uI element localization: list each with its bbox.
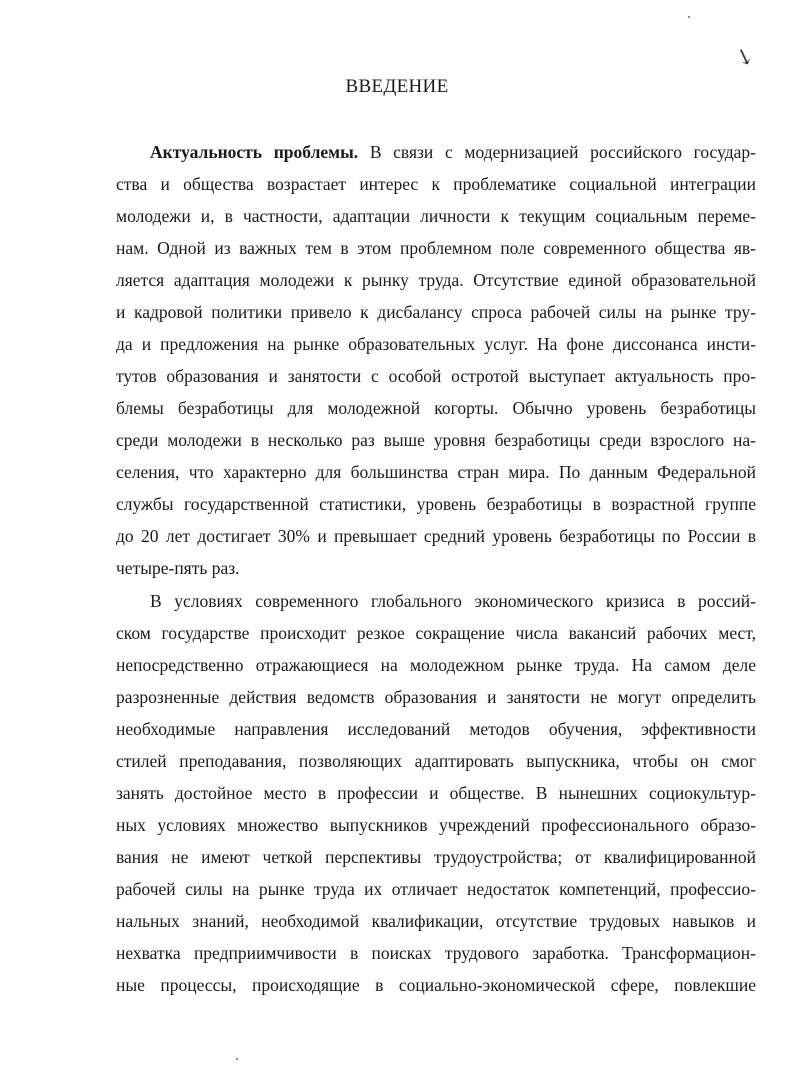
paragraph-line: молодежи и, в частности, адаптации личности к текущим социальным переме- (116, 206, 756, 226)
paragraph-line: вания не имеют четкой перспективы трудоустройства; от квалифицированной (116, 847, 756, 867)
paragraph-line: ском государстве происходит резкое сокращение числа вакансий рабочих мест, (116, 623, 756, 643)
paragraph-line: Актуальность проблемы. В связи с модернизацией российского государ- (150, 142, 756, 162)
paragraph-line: и кадровой политики привело к дисбалансу спроса рабочей силы на рынке тру- (116, 302, 756, 322)
scan-speck (688, 16, 690, 18)
lead-heading: Актуальность проблемы. (150, 142, 359, 162)
paragraph-line: блемы безработицы для молодежной когорты. Обычно уровень безработицы (116, 398, 756, 418)
paragraph-line: четыре-пять раз. (116, 558, 240, 578)
paragraph-line: до 20 лет достигает 30% и превышает средний уровень безработицы по России в (116, 526, 756, 546)
paragraph-line: рабочей силы на рынке труда их отличает недостаток компетенций, профессио- (116, 879, 756, 899)
paragraph-line: нам. Одной из важных тем в этом проблемном поле современного общества яв- (116, 238, 756, 258)
scan-speck (236, 1058, 238, 1060)
page-title: ВВЕДЕНИЕ (345, 76, 449, 97)
paragraph-line: службы государственной статистики, уровень безработицы в возрастной группе (116, 494, 756, 514)
paragraph-line: да и предложения на рынке образовательных услуг. На фоне диссонанса инсти- (116, 334, 756, 354)
corner-mark-icon: ↘ (731, 41, 758, 72)
paragraph-line: нехватка предприимчивости в поисках трудового заработка. Трансформацион- (116, 943, 756, 963)
paragraph-line: разрозненные действия ведомств образования и занятости не могут определить (116, 687, 756, 707)
paragraph-line: нальных знаний, необходимой квалификации, отсутствие трудовых навыков и (116, 911, 756, 931)
paragraph-line: тутов образования и занятости с особой остротой выступает актуальность про- (116, 366, 756, 386)
paragraph-line: селения, что характерно для большинства стран мира. По данным Федеральной (116, 462, 756, 482)
paragraph-line: непосредственно отражающиеся на молодежном рынке труда. На самом деле (116, 655, 756, 675)
paragraph-line: ляется адаптация молодежи к рынку труда. Отсутствие единой образовательной (116, 270, 756, 290)
paragraph-line: среди молодежи в несколько раз выше уровня безработицы среди взрослого на- (116, 430, 756, 450)
paragraph-line: ства и общества возрастает интерес к проблематике социальной интеграции (116, 174, 756, 194)
paragraph-line: стилей преподавания, позволяющих адаптировать выпускника, чтобы он смог (116, 751, 756, 771)
paragraph-line: ных условиях множество выпускников учреждений профессионального образо- (116, 815, 756, 835)
paragraph-line: В условиях современного глобального экономического кризиса в россий- (150, 591, 756, 611)
paragraph-line: занять достойное место в профессии и обществе. В нынешних социокультур- (116, 783, 756, 803)
paragraph-line: необходимые направления исследований методов обучения, эффективности (116, 719, 756, 739)
paragraph-line: ные процессы, происходящие в социально-экономической сфере, повлекшие (116, 975, 756, 995)
